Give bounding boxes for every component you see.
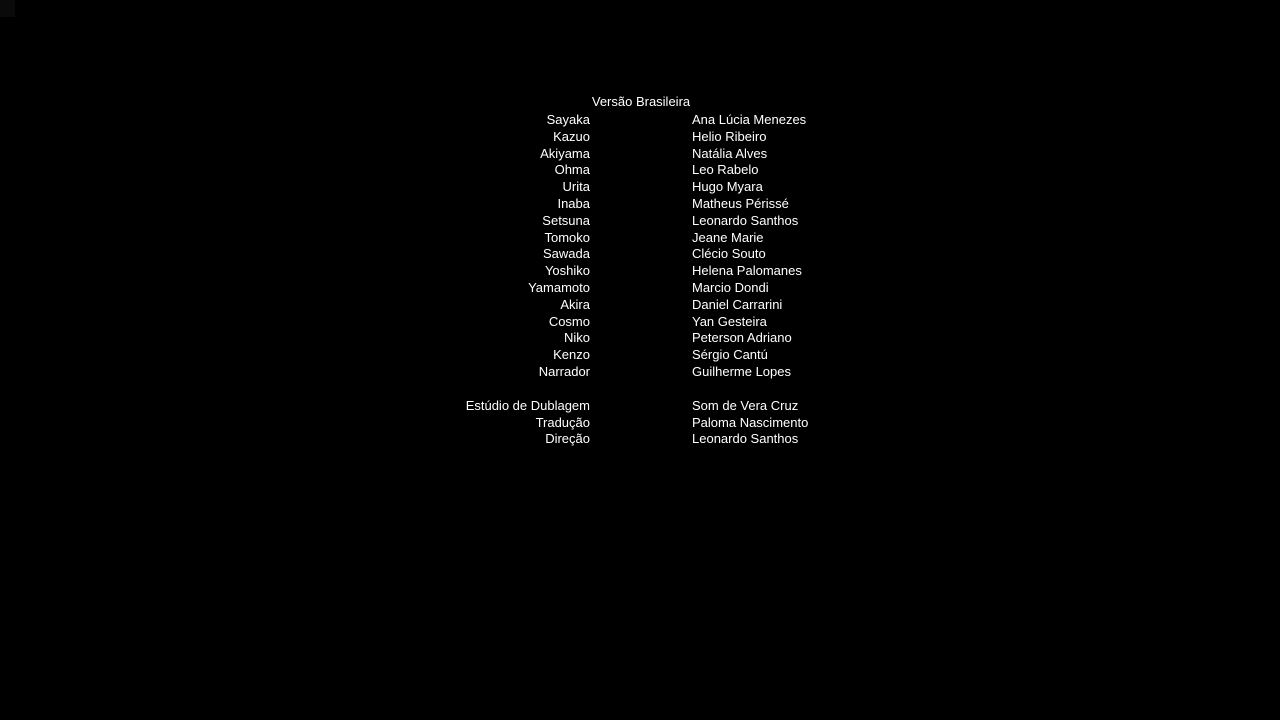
credits-overlay	[290, 93, 992, 448]
credit-actor: Guilherme Lopes	[692, 363, 791, 379]
credit-role: Estúdio de Dublagem	[465, 397, 590, 413]
credit-role: Cosmo	[548, 313, 590, 329]
cast-list	[290, 112, 992, 381]
credit-row	[290, 146, 992, 163]
credit-actor: Matheus Périssé	[692, 195, 789, 211]
credit-role: Sayaka	[546, 112, 590, 127]
credit-role: Akiyama	[540, 145, 590, 161]
credit-row	[290, 213, 992, 230]
credit-actor: Natália Alves	[692, 145, 768, 161]
credit-row	[290, 415, 992, 432]
credit-row	[290, 263, 992, 280]
credit-actor: Yan Gesteira	[692, 313, 767, 329]
credit-row	[290, 246, 992, 263]
credit-role: Setsuna	[542, 212, 590, 228]
credit-row	[290, 297, 992, 314]
credit-actor: Clécio Souto	[692, 246, 766, 262]
credit-row	[290, 162, 992, 179]
credit-row	[290, 398, 992, 415]
credit-role: Yoshiko	[544, 263, 590, 279]
credit-row	[290, 230, 992, 247]
corner-artifact	[0, 0, 15, 17]
credit-row	[290, 129, 992, 146]
credit-actor: Daniel Carrarini	[692, 296, 783, 312]
credit-actor: Marcio Dondi	[692, 279, 769, 295]
credit-row	[290, 179, 992, 196]
credit-role: Kenzo	[553, 347, 590, 363]
credit-row	[290, 347, 992, 364]
credit-actor: Paloma Nascimento	[692, 414, 809, 430]
credit-role: Kazuo	[553, 128, 590, 144]
credit-role: Sawada	[543, 246, 590, 262]
credit-actor: Leonardo Santhos	[692, 212, 799, 228]
credit-role: Tradução	[535, 414, 590, 430]
credit-role: Inaba	[557, 195, 590, 211]
credit-actor: Hugo Myara	[692, 179, 763, 195]
credit-row	[290, 196, 992, 213]
credit-actor: Jeane Marie	[692, 229, 764, 245]
credit-role: Akira	[560, 296, 590, 312]
credit-actor: Ana Lúcia Menezes	[692, 112, 807, 127]
credit-row	[290, 431, 992, 448]
credit-row	[290, 364, 992, 381]
credit-actor: Peterson Adriano	[692, 330, 792, 346]
credit-row	[290, 112, 992, 129]
credits-title: Versão Brasileira	[591, 94, 691, 109]
credit-actor: Sérgio Cantú	[692, 347, 768, 363]
credit-actor: Leo Rabelo	[692, 162, 759, 178]
credit-role: Urita	[562, 179, 590, 195]
credit-role: Ohma	[554, 162, 590, 178]
credit-row	[290, 330, 992, 347]
credit-role: Tomoko	[544, 229, 590, 245]
credit-actor: Helio Ribeiro	[692, 128, 767, 144]
credit-role: Narrador	[538, 363, 590, 379]
credit-role: Niko	[563, 330, 590, 346]
production-list	[290, 398, 992, 448]
credit-row	[290, 280, 992, 297]
credit-row	[290, 314, 992, 331]
credit-role: Yamamoto	[528, 279, 590, 295]
credit-actor: Leonardo Santhos	[692, 431, 799, 447]
credit-actor: Som de Vera Cruz	[692, 397, 799, 413]
credit-actor: Helena Palomanes	[692, 263, 802, 279]
credit-role: Direção	[545, 431, 590, 447]
